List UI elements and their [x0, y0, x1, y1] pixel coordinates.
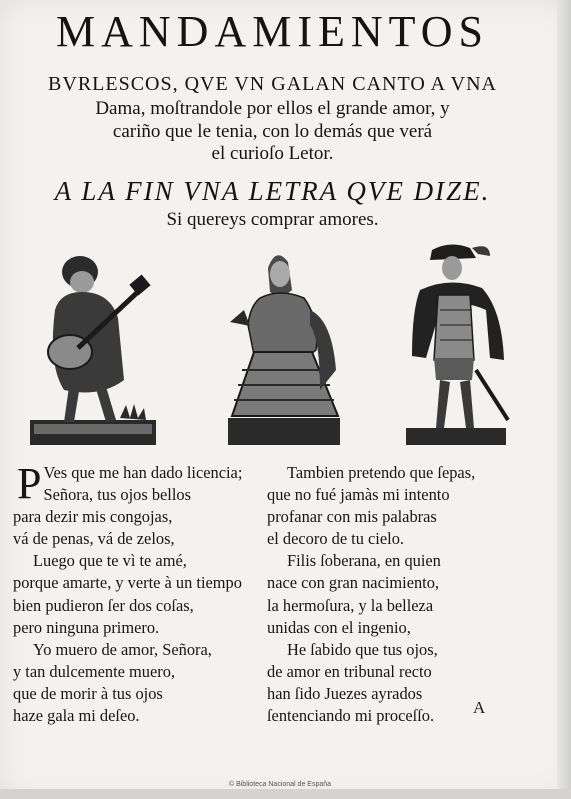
dropcap: P	[17, 459, 42, 508]
poem-line: de amor en tribunal recto	[267, 661, 432, 681]
poem-line: Ves que me han dado licencia;	[43, 463, 243, 482]
title-line-2: BVRLESCOS, QVE VN GALAN CANTO A VNA	[48, 73, 497, 95]
poem-column-left	[13, 459, 263, 727]
woodcut-lady	[228, 255, 340, 445]
page-bottom-edge	[0, 789, 571, 799]
poem-line: unidas con el ingenio,	[267, 617, 411, 637]
poem-line: profanar con mis palabras	[267, 507, 437, 527]
title-line-3: Dama, moſtrandole por ellos el grande amor, y	[95, 98, 450, 119]
title-main: MANDAMIENTOS	[56, 7, 489, 56]
title-line-5: el curioſo Letor.	[211, 143, 334, 164]
woodcut-gentleman	[406, 244, 508, 445]
poem-line: que no fué jamàs mi intento	[267, 485, 450, 505]
poem-line: vá de penas, vá de zelos,	[13, 529, 175, 549]
poem-column-right	[267, 462, 522, 727]
poem-line: el decoro de tu cielo.	[267, 529, 404, 549]
poem-line: y tan dulcemente muero,	[13, 661, 176, 681]
poem-line: bien pudieron ſer dos coſas,	[13, 595, 194, 615]
poem-line: Luego que te vì te amé,	[33, 551, 187, 571]
poem-line: la hermoſura, y la belleza	[267, 595, 434, 615]
poem-line: Yo muero de amor, Señora,	[33, 639, 212, 659]
page-edge	[557, 0, 571, 799]
library-credit: © Biblioteca Nacional de España	[228, 781, 332, 788]
poem-line: Señora, tus ojos bellos	[43, 485, 191, 505]
title-line-4: cariño que le tenia, con lo demás que verá	[112, 121, 433, 142]
subtitle-letra: A LA FIN VNA LETRA QVE DIZE.	[54, 176, 491, 206]
subtitle-line: Si quereys comprar amores.	[166, 209, 379, 230]
poem-line: haze gala mi deſeo.	[13, 706, 140, 726]
catchword: A	[473, 698, 486, 717]
poem-line: nace con gran nacimiento,	[267, 573, 440, 593]
poem-line: para dezir mis congojas,	[13, 507, 173, 527]
woodcut-lute-player	[30, 256, 156, 445]
poem-line: Tambien pretendo que ſepas,	[287, 463, 476, 482]
poem-line: He ſabido que tus ojos,	[287, 639, 438, 659]
poem-line: ſentenciando mi proceſſo.	[267, 706, 435, 726]
poem-line: han ſido Juezes ayrados	[267, 683, 423, 703]
poem-line: que de morir à tus ojos	[13, 683, 163, 703]
poem-line: Filis ſoberana, en quien	[287, 551, 441, 571]
poem-line: porque amarte, y verte à un tiempo	[13, 573, 242, 593]
woodcut-illustrations	[20, 240, 520, 455]
poem-line: pero ninguna primero.	[13, 617, 160, 637]
